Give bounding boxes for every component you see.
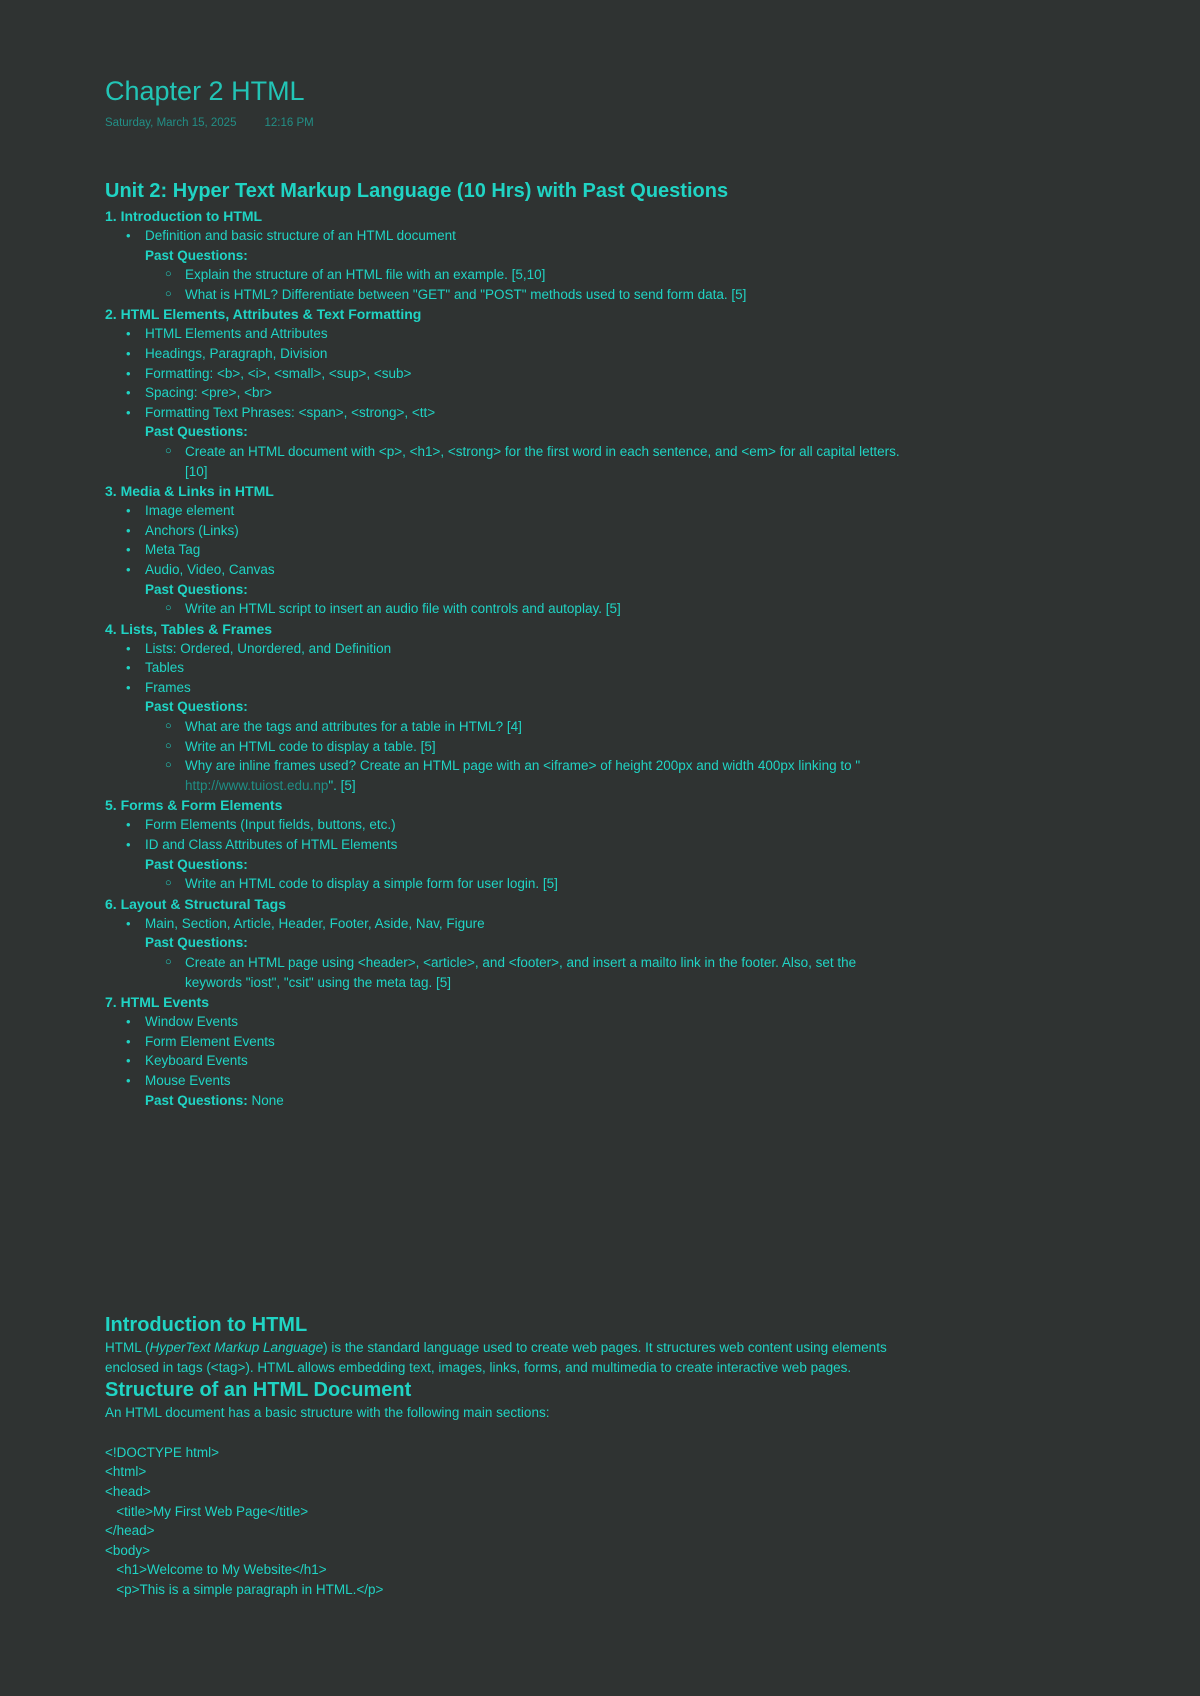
topic-list <box>105 815 905 854</box>
topic-item: • Window Events <box>125 1012 905 1032</box>
topic-list <box>105 501 905 579</box>
question-item <box>165 756 905 795</box>
code-line: <head> <box>105 1483 151 1499</box>
section-heading: 3. Media & Links in HTML <box>105 483 274 500</box>
past-questions-label: Past Questions: <box>145 856 248 872</box>
question-item: ○ Write an HTML code to display a table. [5] <box>165 737 905 757</box>
intro-paragraph <box>105 1338 905 1377</box>
topic-item: • Form Element Events <box>125 1032 905 1052</box>
code-line: <title>My First Web Page</title> <box>105 1503 309 1519</box>
code-line: </head> <box>105 1523 155 1539</box>
unit-heading: Unit 2: Hyper Text Markup Language (10 Hrs) with Past Questions <box>105 180 729 202</box>
topic-item: • Keyboard Events <box>125 1051 905 1071</box>
topic-item: • ID and Class Attributes of HTML Elements <box>125 835 905 855</box>
topic-item: • Image element <box>125 501 905 521</box>
question-item: ○ Explain the structure of an HTML file with an example. [5,10] <box>165 265 905 285</box>
intro-block[interactable] <box>105 1312 905 1600</box>
question-text: Why are inline frames used? Create an HTML page with an <iframe> of height 200px and width 400px linking to " <box>185 758 861 774</box>
question-list <box>105 874 905 894</box>
section-heading: 2. HTML Elements, Attributes & Text Formatting <box>105 306 422 323</box>
topic-item: • Mouse Events <box>125 1071 905 1091</box>
intro-text: ) is the standard language used to create web pages. It structures web content using elements enclosed in tags (<tag>). HTML allows embedding text, images, links, forms, and multimedia to create interactive web pages. <box>105 1340 887 1375</box>
question-list <box>105 599 905 619</box>
topic-item: • Lists: Ordered, Unordered, and Definition <box>125 639 905 659</box>
past-questions-row <box>105 1091 905 1111</box>
topic-list <box>105 226 905 246</box>
topic-item: • Frames <box>125 678 905 698</box>
question-list <box>105 717 905 795</box>
section-heading: 6. Layout & Structural Tags <box>105 895 286 912</box>
past-questions-label: Past Questions: <box>145 1092 248 1108</box>
code-line: <p>This is a simple paragraph in HTML.</p> <box>105 1581 384 1597</box>
section-heading: 1. Introduction to HTML <box>105 208 263 224</box>
question-item: ○ Write an HTML code to display a simple form for user login. [5] <box>165 874 905 894</box>
topic-item: • Headings, Paragraph, Division <box>125 344 905 364</box>
question-list <box>105 442 905 481</box>
past-questions-label: Past Questions: <box>145 424 248 440</box>
intro-heading: Introduction to HTML <box>105 1314 308 1336</box>
code-line: <!DOCTYPE html> <box>105 1444 220 1460</box>
past-questions-label: Past Questions: <box>145 935 248 951</box>
code-line: <body> <box>105 1542 151 1558</box>
topic-item: • Main, Section, Article, Header, Footer, Aside, Nav, Figure <box>125 914 905 934</box>
section-heading: 4. Lists, Tables & Frames <box>105 620 273 637</box>
topic-item: • Audio, Video, Canvas <box>125 560 905 580</box>
section-heading: 7. HTML Events <box>105 994 209 1011</box>
intro-text: HTML ( <box>105 1340 150 1355</box>
question-item: ○ Create an HTML document with <p>, <h1>, <strong> for the first word in each sentence, and <em> for all capital letters. [10] <box>165 442 905 481</box>
question-item: ○ Create an HTML page using <header>, <article>, and <footer>, and insert a mailto link in the footer. Also, set the keywords "iost", "csit" using the meta tag. [5] <box>165 953 905 992</box>
code-line: <html> <box>105 1464 147 1480</box>
structure-text: An HTML document has a basic structure with the following main sections: <box>105 1405 550 1421</box>
topic-list <box>105 914 905 934</box>
page-date: Saturday, March 15, 2025 <box>105 117 237 129</box>
past-questions-label: Past Questions: <box>145 699 248 715</box>
topic-item: • Formatting Text Phrases: <span>, <strong>, <tt> <box>125 403 905 423</box>
question-item: ○ What is HTML? Differentiate between "GET" and "POST" methods used to send form data. [5] <box>165 285 905 305</box>
topic-item: • Anchors (Links) <box>125 521 905 541</box>
topic-item: • Meta Tag <box>125 540 905 560</box>
past-questions-none: None <box>251 1092 284 1108</box>
page-timestamp <box>105 114 314 134</box>
topic-list <box>105 1012 905 1090</box>
intro-italic-text: HyperText Markup Language <box>149 1340 324 1355</box>
topic-item: • Tables <box>125 658 905 678</box>
topic-item: • Form Elements (Input fields, buttons, etc.) <box>125 815 905 835</box>
unit-outline[interactable] <box>105 178 905 1110</box>
question-list <box>105 265 905 304</box>
topic-list <box>105 324 905 422</box>
topic-item: • Spacing: <pre>, <br> <box>125 383 905 403</box>
structure-heading: Structure of an HTML Document <box>105 1379 412 1402</box>
question-item: ○ Write an HTML script to insert an audio file with controls and autoplay. [5] <box>165 599 905 619</box>
topic-item: • Definition and basic structure of an HTML document <box>125 226 905 246</box>
question-list <box>105 953 905 992</box>
code-line: <h1>Welcome to My Website</h1> <box>105 1562 327 1578</box>
topic-item: • HTML Elements and Attributes <box>125 324 905 344</box>
question-text: ". [5] <box>328 777 356 793</box>
question-item: ○ What are the tags and attributes for a table in HTML? [4] <box>165 717 905 737</box>
topic-list <box>105 639 905 698</box>
past-questions-label: Past Questions: <box>145 247 248 263</box>
code-block <box>105 1443 905 1600</box>
topic-item: • Formatting: <b>, <i>, <small>, <sup>, <sub> <box>125 364 905 384</box>
page-title[interactable]: Chapter 2 HTML <box>105 76 305 106</box>
section-heading: 5. Forms & Form Elements <box>105 797 283 814</box>
past-questions-label: Past Questions: <box>145 581 248 597</box>
page-time: 12:16 PM <box>264 117 314 129</box>
tuiost-link[interactable]: http://www.tuiost.edu.np <box>185 777 329 793</box>
